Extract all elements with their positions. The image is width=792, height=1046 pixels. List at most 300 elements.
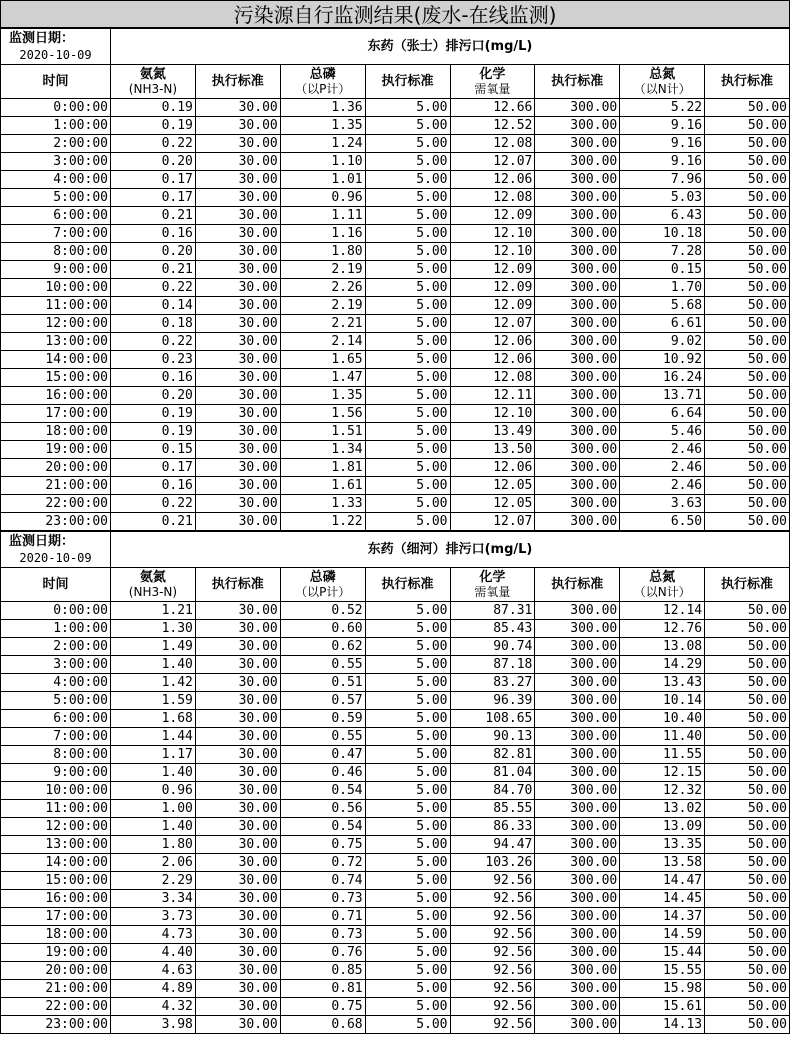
value-cell: 1.34 xyxy=(280,441,365,459)
time-cell: 23:00:00 xyxy=(1,513,111,531)
value-cell: 50.00 xyxy=(705,782,790,800)
value-cell: 12.05 xyxy=(450,495,535,513)
table-row xyxy=(1,926,790,944)
value-cell: 5.00 xyxy=(365,261,450,279)
value-cell: 0.59 xyxy=(280,710,365,728)
column-header-line1: 氨氮 xyxy=(139,66,166,82)
column-header xyxy=(620,65,705,99)
column-header-line2: (NH3-N) xyxy=(128,81,178,96)
value-cell: 92.56 xyxy=(450,962,535,980)
column-header-line2: 需氧量 xyxy=(474,81,511,96)
value-cell: 92.56 xyxy=(450,890,535,908)
value-cell: 0.71 xyxy=(280,908,365,926)
value-cell: 300.00 xyxy=(535,369,620,387)
value-cell: 50.00 xyxy=(705,243,790,261)
time-cell: 8:00:00 xyxy=(1,243,111,261)
value-cell: 0.68 xyxy=(280,1016,365,1034)
value-cell: 1.10 xyxy=(280,153,365,171)
value-cell: 30.00 xyxy=(195,405,280,423)
value-cell: 30.00 xyxy=(195,638,280,656)
table-row xyxy=(1,423,790,441)
value-cell: 30.00 xyxy=(195,890,280,908)
value-cell: 1.40 xyxy=(111,656,196,674)
value-cell: 81.04 xyxy=(450,764,535,782)
time-cell: 4:00:00 xyxy=(1,674,111,692)
value-cell: 30.00 xyxy=(195,782,280,800)
value-cell: 87.31 xyxy=(450,602,535,620)
table-row xyxy=(1,495,790,513)
column-header xyxy=(280,65,365,99)
value-cell: 5.00 xyxy=(365,333,450,351)
value-cell: 5.00 xyxy=(365,117,450,135)
value-cell: 12.07 xyxy=(450,513,535,531)
value-cell: 2.19 xyxy=(280,261,365,279)
column-header xyxy=(705,65,790,99)
value-cell: 5.00 xyxy=(365,387,450,405)
value-cell: 1.30 xyxy=(111,620,196,638)
value-cell: 6.61 xyxy=(620,315,705,333)
value-cell: 87.18 xyxy=(450,656,535,674)
table-row xyxy=(1,477,790,495)
value-cell: 30.00 xyxy=(195,315,280,333)
value-cell: 0.73 xyxy=(280,926,365,944)
value-cell: 2.14 xyxy=(280,333,365,351)
column-header xyxy=(535,568,620,602)
value-cell: 0.46 xyxy=(280,764,365,782)
value-cell: 0.74 xyxy=(280,872,365,890)
time-cell: 17:00:00 xyxy=(1,405,111,423)
value-cell: 9.16 xyxy=(620,153,705,171)
value-cell: 50.00 xyxy=(705,423,790,441)
value-cell: 1.80 xyxy=(280,243,365,261)
column-header xyxy=(365,568,450,602)
value-cell: 300.00 xyxy=(535,477,620,495)
value-cell: 300.00 xyxy=(535,513,620,531)
column-header xyxy=(535,65,620,99)
value-cell: 50.00 xyxy=(705,836,790,854)
value-cell: 300.00 xyxy=(535,638,620,656)
time-cell: 11:00:00 xyxy=(1,800,111,818)
value-cell: 300.00 xyxy=(535,746,620,764)
value-cell: 50.00 xyxy=(705,602,790,620)
value-cell: 30.00 xyxy=(195,620,280,638)
value-cell: 50.00 xyxy=(705,854,790,872)
column-header-line1: 执行标准 xyxy=(551,577,604,592)
time-cell: 16:00:00 xyxy=(1,890,111,908)
column-header-line1: 化学 xyxy=(479,66,506,82)
value-cell: 2.06 xyxy=(111,854,196,872)
table-row xyxy=(1,189,790,207)
value-cell: 12.11 xyxy=(450,387,535,405)
value-cell: 12.06 xyxy=(450,459,535,477)
time-cell: 9:00:00 xyxy=(1,764,111,782)
table-row xyxy=(1,279,790,297)
value-cell: 13.58 xyxy=(620,854,705,872)
value-cell: 3.98 xyxy=(111,1016,196,1034)
value-cell: 50.00 xyxy=(705,764,790,782)
value-cell: 14.37 xyxy=(620,908,705,926)
value-cell: 50.00 xyxy=(705,746,790,764)
value-cell: 50.00 xyxy=(705,710,790,728)
table-row xyxy=(1,854,790,872)
value-cell: 50.00 xyxy=(705,441,790,459)
value-cell: 300.00 xyxy=(535,333,620,351)
monitoring-table-1 xyxy=(0,28,790,531)
value-cell: 0.54 xyxy=(280,782,365,800)
value-cell: 300.00 xyxy=(535,423,620,441)
table-row xyxy=(1,620,790,638)
value-cell: 0.57 xyxy=(280,692,365,710)
table-row xyxy=(1,710,790,728)
sections-container xyxy=(0,28,790,1034)
table-row xyxy=(1,746,790,764)
value-cell: 50.00 xyxy=(705,225,790,243)
time-cell: 1:00:00 xyxy=(1,117,111,135)
column-header-line1: 时间 xyxy=(42,74,69,89)
value-cell: 4.89 xyxy=(111,980,196,998)
column-header-line1: 执行标准 xyxy=(211,577,264,592)
value-cell: 10.14 xyxy=(620,692,705,710)
value-cell: 5.00 xyxy=(365,854,450,872)
value-cell: 30.00 xyxy=(195,854,280,872)
table-row xyxy=(1,782,790,800)
value-cell: 300.00 xyxy=(535,854,620,872)
value-cell: 9.02 xyxy=(620,333,705,351)
value-cell: 5.00 xyxy=(365,998,450,1016)
table-meta-row xyxy=(1,532,790,568)
value-cell: 0.16 xyxy=(111,225,196,243)
value-cell: 86.33 xyxy=(450,818,535,836)
value-cell: 3.73 xyxy=(111,908,196,926)
value-cell: 300.00 xyxy=(535,620,620,638)
value-cell: 1.35 xyxy=(280,117,365,135)
value-cell: 0.62 xyxy=(280,638,365,656)
value-cell: 30.00 xyxy=(195,297,280,315)
value-cell: 300.00 xyxy=(535,926,620,944)
value-cell: 300.00 xyxy=(535,405,620,423)
value-cell: 5.00 xyxy=(365,423,450,441)
value-cell: 0.56 xyxy=(280,800,365,818)
value-cell: 12.14 xyxy=(620,602,705,620)
value-cell: 1.70 xyxy=(620,279,705,297)
value-cell: 5.00 xyxy=(365,153,450,171)
table-row xyxy=(1,441,790,459)
value-cell: 50.00 xyxy=(705,818,790,836)
value-cell: 0.22 xyxy=(111,333,196,351)
time-cell: 15:00:00 xyxy=(1,369,111,387)
value-cell: 103.26 xyxy=(450,854,535,872)
value-cell: 13.43 xyxy=(620,674,705,692)
value-cell: 300.00 xyxy=(535,710,620,728)
value-cell: 300.00 xyxy=(535,153,620,171)
time-cell: 4:00:00 xyxy=(1,171,111,189)
value-cell: 50.00 xyxy=(705,908,790,926)
column-header-line1: 执行标准 xyxy=(721,577,774,592)
value-cell: 300.00 xyxy=(535,602,620,620)
value-cell: 2.26 xyxy=(280,279,365,297)
value-cell: 92.56 xyxy=(450,1016,535,1034)
time-cell: 14:00:00 xyxy=(1,854,111,872)
value-cell: 50.00 xyxy=(705,1016,790,1034)
value-cell: 50.00 xyxy=(705,261,790,279)
value-cell: 30.00 xyxy=(195,728,280,746)
value-cell: 0.75 xyxy=(280,998,365,1016)
value-cell: 1.51 xyxy=(280,423,365,441)
value-cell: 30.00 xyxy=(195,99,280,117)
table-row xyxy=(1,333,790,351)
value-cell: 1.65 xyxy=(280,351,365,369)
time-cell: 0:00:00 xyxy=(1,602,111,620)
value-cell: 30.00 xyxy=(195,225,280,243)
value-cell: 50.00 xyxy=(705,674,790,692)
value-cell: 1.80 xyxy=(111,836,196,854)
value-cell: 50.00 xyxy=(705,459,790,477)
table-meta-row xyxy=(1,29,790,65)
value-cell: 50.00 xyxy=(705,620,790,638)
table-row xyxy=(1,405,790,423)
value-cell: 0.96 xyxy=(111,782,196,800)
table-row xyxy=(1,764,790,782)
value-cell: 12.09 xyxy=(450,297,535,315)
value-cell: 1.56 xyxy=(280,405,365,423)
value-cell: 0.19 xyxy=(111,117,196,135)
time-cell: 13:00:00 xyxy=(1,836,111,854)
value-cell: 50.00 xyxy=(705,495,790,513)
value-cell: 30.00 xyxy=(195,674,280,692)
value-cell: 0.20 xyxy=(111,153,196,171)
value-cell: 6.50 xyxy=(620,513,705,531)
table-row xyxy=(1,890,790,908)
value-cell: 0.17 xyxy=(111,189,196,207)
table-row xyxy=(1,261,790,279)
value-cell: 5.00 xyxy=(365,297,450,315)
table-row xyxy=(1,800,790,818)
value-cell: 14.59 xyxy=(620,926,705,944)
value-cell: 300.00 xyxy=(535,351,620,369)
value-cell: 5.03 xyxy=(620,189,705,207)
time-cell: 5:00:00 xyxy=(1,189,111,207)
time-cell: 14:00:00 xyxy=(1,351,111,369)
value-cell: 30.00 xyxy=(195,117,280,135)
value-cell: 30.00 xyxy=(195,602,280,620)
table-row xyxy=(1,638,790,656)
value-cell: 5.00 xyxy=(365,926,450,944)
value-cell: 92.56 xyxy=(450,908,535,926)
value-cell: 1.00 xyxy=(111,800,196,818)
value-cell: 12.10 xyxy=(450,243,535,261)
monitoring-table-2 xyxy=(0,531,790,1034)
time-cell: 12:00:00 xyxy=(1,315,111,333)
value-cell: 5.00 xyxy=(365,477,450,495)
value-cell: 1.49 xyxy=(111,638,196,656)
table-row xyxy=(1,387,790,405)
value-cell: 50.00 xyxy=(705,656,790,674)
table-row xyxy=(1,692,790,710)
table-row xyxy=(1,135,790,153)
value-cell: 300.00 xyxy=(535,207,620,225)
value-cell: 30.00 xyxy=(195,423,280,441)
value-cell: 5.00 xyxy=(365,746,450,764)
value-cell: 5.00 xyxy=(365,189,450,207)
value-cell: 5.00 xyxy=(365,836,450,854)
value-cell: 30.00 xyxy=(195,764,280,782)
value-cell: 300.00 xyxy=(535,495,620,513)
value-cell: 30.00 xyxy=(195,656,280,674)
value-cell: 0.14 xyxy=(111,297,196,315)
value-cell: 3.34 xyxy=(111,890,196,908)
value-cell: 50.00 xyxy=(705,962,790,980)
value-cell: 1.40 xyxy=(111,818,196,836)
value-cell: 1.33 xyxy=(280,495,365,513)
table-row xyxy=(1,171,790,189)
column-header xyxy=(705,568,790,602)
value-cell: 0.85 xyxy=(280,962,365,980)
value-cell: 0.81 xyxy=(280,980,365,998)
monitor-date-cell xyxy=(1,29,111,65)
value-cell: 0.16 xyxy=(111,477,196,495)
value-cell: 300.00 xyxy=(535,189,620,207)
column-header-line2: (NH3-N) xyxy=(128,584,178,599)
column-header xyxy=(1,568,111,602)
value-cell: 5.00 xyxy=(365,495,450,513)
monitor-date-label: 监测日期： xyxy=(9,30,75,46)
value-cell: 13.71 xyxy=(620,387,705,405)
column-header-line1: 执行标准 xyxy=(551,74,604,89)
value-cell: 2.46 xyxy=(620,477,705,495)
time-cell: 23:00:00 xyxy=(1,1016,111,1034)
value-cell: 50.00 xyxy=(705,513,790,531)
value-cell: 0.54 xyxy=(280,818,365,836)
table-row xyxy=(1,351,790,369)
time-cell: 9:00:00 xyxy=(1,261,111,279)
value-cell: 92.56 xyxy=(450,944,535,962)
value-cell: 12.08 xyxy=(450,189,535,207)
value-cell: 5.00 xyxy=(365,692,450,710)
value-cell: 5.00 xyxy=(365,99,450,117)
value-cell: 30.00 xyxy=(195,710,280,728)
value-cell: 5.00 xyxy=(365,513,450,531)
table-row xyxy=(1,99,790,117)
table-row xyxy=(1,1016,790,1034)
value-cell: 0.21 xyxy=(111,207,196,225)
table-row xyxy=(1,117,790,135)
value-cell: 0.55 xyxy=(280,728,365,746)
time-cell: 7:00:00 xyxy=(1,225,111,243)
column-header-line1: 执行标准 xyxy=(721,74,774,89)
column-header-line1: 执行标准 xyxy=(381,577,434,592)
value-cell: 0.19 xyxy=(111,99,196,117)
value-cell: 5.00 xyxy=(365,674,450,692)
table-row xyxy=(1,674,790,692)
outlet-name: 东药（张士）排污口(mg/L) xyxy=(111,29,790,65)
value-cell: 300.00 xyxy=(535,656,620,674)
column-header xyxy=(195,65,280,99)
value-cell: 5.46 xyxy=(620,423,705,441)
value-cell: 30.00 xyxy=(195,135,280,153)
value-cell: 4.73 xyxy=(111,926,196,944)
value-cell: 300.00 xyxy=(535,387,620,405)
value-cell: 50.00 xyxy=(705,926,790,944)
value-cell: 90.74 xyxy=(450,638,535,656)
value-cell: 2.29 xyxy=(111,872,196,890)
time-cell: 6:00:00 xyxy=(1,710,111,728)
value-cell: 5.00 xyxy=(365,405,450,423)
value-cell: 0.20 xyxy=(111,387,196,405)
value-cell: 300.00 xyxy=(535,1016,620,1034)
column-header-line2: 需氧量 xyxy=(474,584,511,599)
value-cell: 1.01 xyxy=(280,171,365,189)
value-cell: 50.00 xyxy=(705,117,790,135)
column-header-line1: 总氮 xyxy=(649,569,676,585)
column-header xyxy=(620,568,705,602)
time-cell: 19:00:00 xyxy=(1,441,111,459)
value-cell: 0.60 xyxy=(280,620,365,638)
value-cell: 1.11 xyxy=(280,207,365,225)
value-cell: 5.00 xyxy=(365,225,450,243)
value-cell: 1.47 xyxy=(280,369,365,387)
value-cell: 13.35 xyxy=(620,836,705,854)
value-cell: 5.00 xyxy=(365,818,450,836)
value-cell: 300.00 xyxy=(535,225,620,243)
value-cell: 0.76 xyxy=(280,944,365,962)
value-cell: 300.00 xyxy=(535,459,620,477)
value-cell: 13.02 xyxy=(620,800,705,818)
value-cell: 0.17 xyxy=(111,171,196,189)
value-cell: 94.47 xyxy=(450,836,535,854)
value-cell: 12.08 xyxy=(450,369,535,387)
value-cell: 50.00 xyxy=(705,800,790,818)
value-cell: 300.00 xyxy=(535,944,620,962)
value-cell: 0.21 xyxy=(111,261,196,279)
value-cell: 5.00 xyxy=(365,980,450,998)
value-cell: 0.20 xyxy=(111,243,196,261)
value-cell: 50.00 xyxy=(705,189,790,207)
time-cell: 21:00:00 xyxy=(1,477,111,495)
value-cell: 300.00 xyxy=(535,980,620,998)
value-cell: 0.72 xyxy=(280,854,365,872)
value-cell: 0.47 xyxy=(280,746,365,764)
value-cell: 9.16 xyxy=(620,117,705,135)
table-row xyxy=(1,207,790,225)
value-cell: 12.09 xyxy=(450,261,535,279)
table-header-row xyxy=(1,568,790,602)
table-header-row xyxy=(1,65,790,99)
value-cell: 300.00 xyxy=(535,135,620,153)
time-cell: 12:00:00 xyxy=(1,818,111,836)
value-cell: 30.00 xyxy=(195,926,280,944)
time-cell: 10:00:00 xyxy=(1,782,111,800)
value-cell: 0.18 xyxy=(111,315,196,333)
time-cell: 18:00:00 xyxy=(1,926,111,944)
value-cell: 30.00 xyxy=(195,261,280,279)
time-cell: 10:00:00 xyxy=(1,279,111,297)
value-cell: 50.00 xyxy=(705,315,790,333)
time-cell: 0:00:00 xyxy=(1,99,111,117)
table-row xyxy=(1,243,790,261)
value-cell: 5.00 xyxy=(365,351,450,369)
value-cell: 300.00 xyxy=(535,890,620,908)
value-cell: 50.00 xyxy=(705,333,790,351)
column-header-line1: 总磷 xyxy=(309,569,336,585)
value-cell: 30.00 xyxy=(195,692,280,710)
value-cell: 12.06 xyxy=(450,351,535,369)
table-row xyxy=(1,998,790,1016)
time-cell: 5:00:00 xyxy=(1,692,111,710)
value-cell: 5.00 xyxy=(365,369,450,387)
time-cell: 18:00:00 xyxy=(1,423,111,441)
value-cell: 10.18 xyxy=(620,225,705,243)
value-cell: 50.00 xyxy=(705,692,790,710)
